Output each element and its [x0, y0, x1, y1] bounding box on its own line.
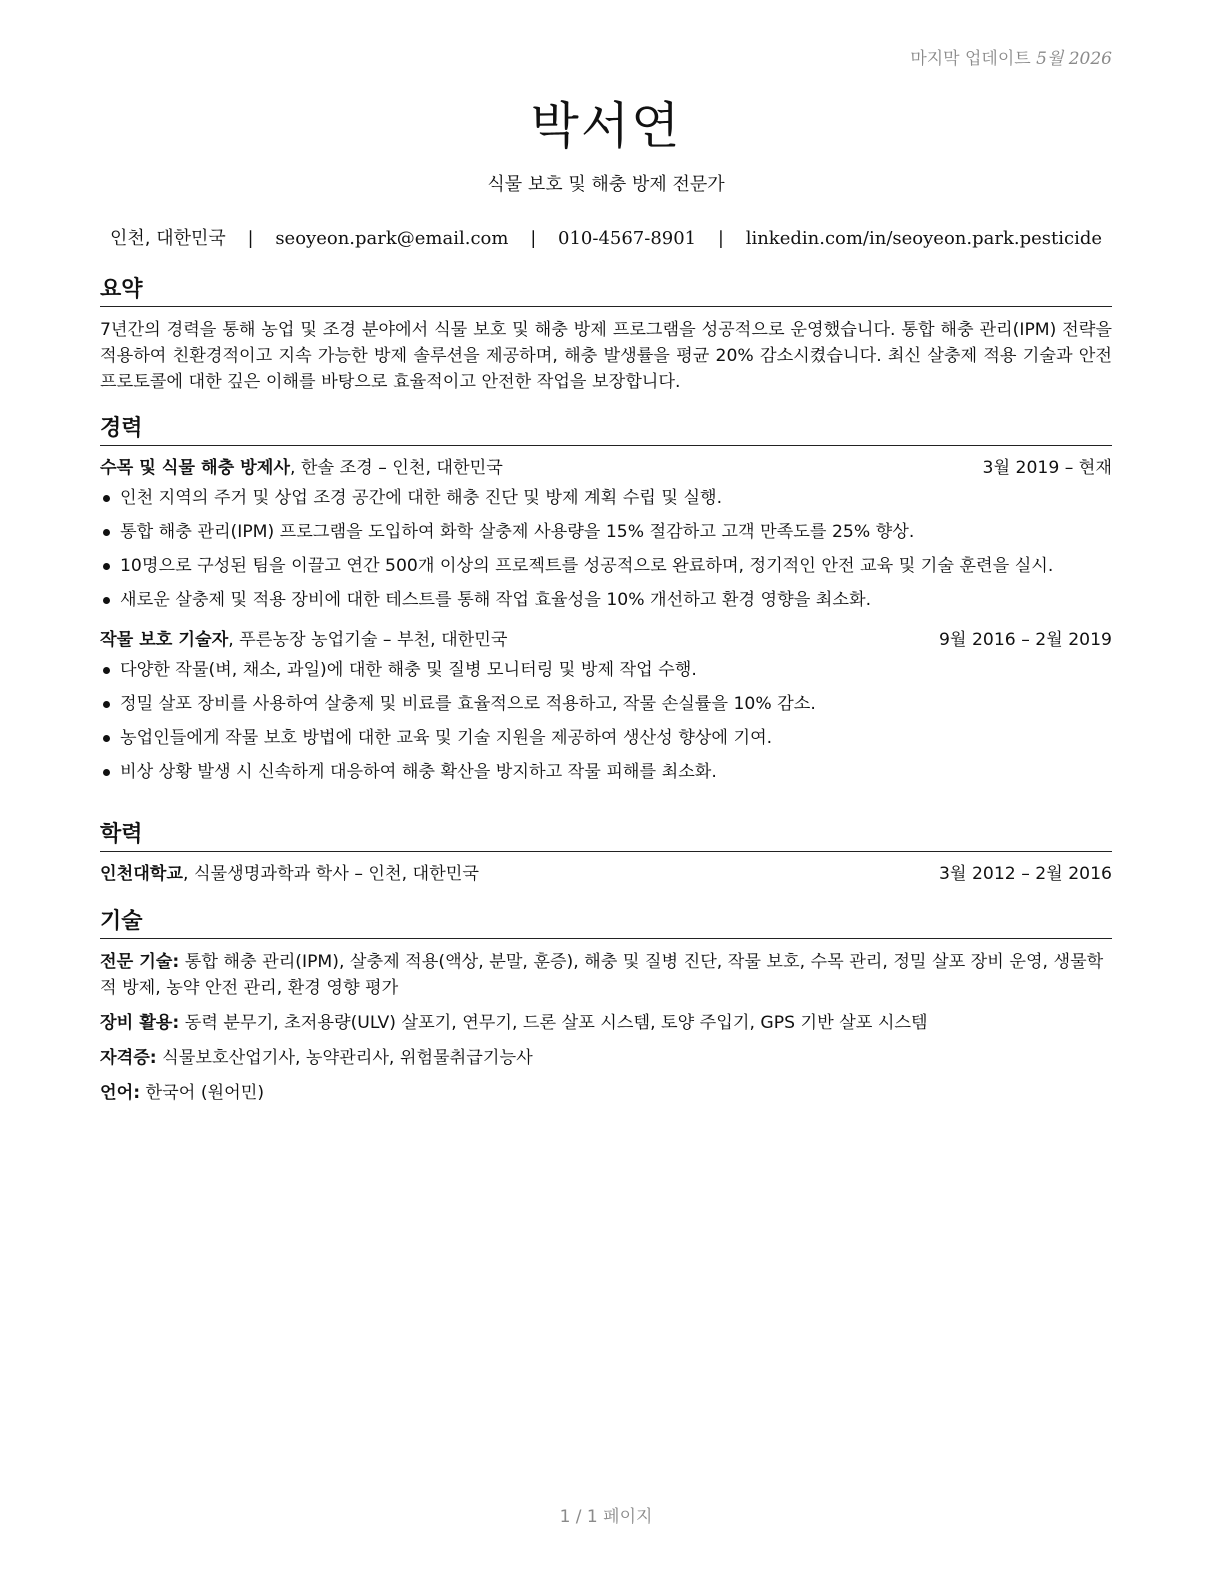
page-number: 1 / 1 페이지	[559, 1507, 653, 1527]
last-updated-year: 2026	[1068, 49, 1112, 69]
job-dates: 3월 2019 – 현재	[982, 458, 1112, 478]
contact-line	[100, 224, 1112, 250]
skill-line	[100, 1010, 1112, 1036]
skill-line	[100, 1045, 1112, 1071]
last-updated	[910, 44, 1112, 69]
job-header	[100, 456, 1112, 480]
summary-text: 7년간의 경력을 통해 농업 및 조경 분야에서 식물 보호 및 해충 방제 프로그램을 성공적으로 운영했습니다. 통합 해충 관리(IPM) 전략을 적용하여 친환경적이고 지속 가능한 방제 솔루션을 제공하며, 해충 발생률을 평균 20% 감소시켰습니다. 최신 살충제 적용 기술과 안전 프로토콜에 대한 깊은 이해를 바탕으로 효율적이고 안전한 작업을 보장합니다.	[100, 320, 1112, 392]
contact-phone: 010-4567-8901	[558, 228, 697, 249]
candidate-headline: 식물 보호 및 해충 방제 전문가	[487, 174, 725, 195]
skill-text: 통합 해충 관리(IPM), 살충제 적용(액상, 분말, 훈증), 해충 및 질병 진단, 작물 보호, 수목 관리, 정밀 살포 장비 운영, 생물학적 방제, 농약 안전 관리, 환경 영향 평가	[100, 952, 1104, 998]
list-item: 다양한 작물(벼, 채소, 과일)에 대한 해충 및 질병 모니터링 및 방제 작업 수행.	[100, 658, 1112, 682]
experience-section	[100, 415, 1112, 794]
job-bullets	[100, 486, 1112, 612]
job-org: , 푸른농장 농업기술 – 부천, 대한민국	[228, 630, 508, 650]
list-item: 농업인들에게 작물 보호 방법에 대한 교육 및 기술 지원을 제공하여 생산성 향상에 기여.	[100, 726, 1112, 750]
job-bullets	[100, 658, 1112, 784]
job-entry	[100, 628, 1112, 784]
job-dates: 9월 2016 – 2월 2019	[938, 630, 1112, 650]
last-updated-label: 마지막 업데이트	[910, 49, 1031, 69]
resume-page	[100, 0, 1112, 1584]
job-entry	[100, 456, 1112, 612]
skill-label: 자격증:	[100, 1048, 157, 1068]
skill-line	[100, 949, 1112, 1001]
job-org: , 한솔 조경 – 인천, 대한민국	[289, 458, 503, 478]
candidate-name: 박서연	[530, 97, 682, 155]
skill-text: 한국어 (원어민)	[140, 1083, 265, 1103]
education-entry	[100, 862, 1112, 886]
skill-text: 식물보호산업기사, 농약관리사, 위험물취급기능사	[156, 1048, 533, 1068]
education-school: 인천대학교	[100, 864, 184, 884]
job-header	[100, 628, 1112, 652]
education-dates: 3월 2012 – 2월 2016	[938, 864, 1112, 884]
last-updated-month: 5월	[1036, 49, 1064, 69]
education-detail: , 식물생명과학과 학사 – 인천, 대한민국	[183, 864, 479, 884]
list-item: 새로운 살충제 및 적용 장비에 대한 테스트를 통해 작업 효율성을 10% 개선하고 환경 영향을 최소화.	[100, 588, 1112, 612]
contact-linkedin[interactable]: linkedin.com/in/seoyeon.park.pesticide	[745, 228, 1103, 249]
skill-label: 장비 활용:	[100, 1013, 180, 1033]
job-role: 작물 보호 기술자	[100, 630, 229, 650]
section-title: 학력	[100, 821, 1112, 852]
skills-section	[100, 908, 1112, 1115]
list-item: 비상 상황 발생 시 신속하게 대응하여 해충 확산을 방지하고 작물 피해를 최소화.	[100, 760, 1112, 784]
job-role: 수목 및 식물 해충 방제사	[100, 458, 290, 478]
contact-email[interactable]: seoyeon.park@email.com	[275, 228, 509, 249]
list-item: 10명으로 구성된 팀을 이끌고 연간 500개 이상의 프로젝트를 성공적으로 완료하며, 정기적인 안전 교육 및 기술 훈련을 실시.	[100, 554, 1112, 578]
section-title: 기술	[100, 908, 1112, 939]
contact-location: 인천, 대한민국	[109, 228, 226, 249]
list-item: 통합 해충 관리(IPM) 프로그램을 도입하여 화학 살충제 사용량을 15% 절감하고 고객 만족도를 25% 향상.	[100, 520, 1112, 544]
skill-line	[100, 1080, 1112, 1106]
skill-text: 동력 분무기, 초저용량(ULV) 살포기, 연무기, 드론 살포 시스템, 토양 주입기, GPS 기반 살포 시스템	[179, 1013, 928, 1033]
section-title: 요약	[100, 276, 1112, 307]
summary-section	[100, 276, 1112, 395]
skill-label: 언어:	[100, 1083, 141, 1103]
education-section	[100, 821, 1112, 886]
list-item: 정밀 살포 장비를 사용하여 살충제 및 비료를 효율적으로 적용하고, 작물 손실률을 10% 감소.	[100, 692, 1112, 716]
contact-separator: |	[247, 228, 254, 249]
contact-separator: |	[530, 228, 537, 249]
contact-separator: |	[717, 228, 724, 249]
skill-label: 전문 기술:	[100, 952, 180, 972]
list-item: 인천 지역의 주거 및 상업 조경 공간에 대한 해충 진단 및 방제 계획 수립 및 실행.	[100, 486, 1112, 510]
section-title: 경력	[100, 415, 1112, 446]
